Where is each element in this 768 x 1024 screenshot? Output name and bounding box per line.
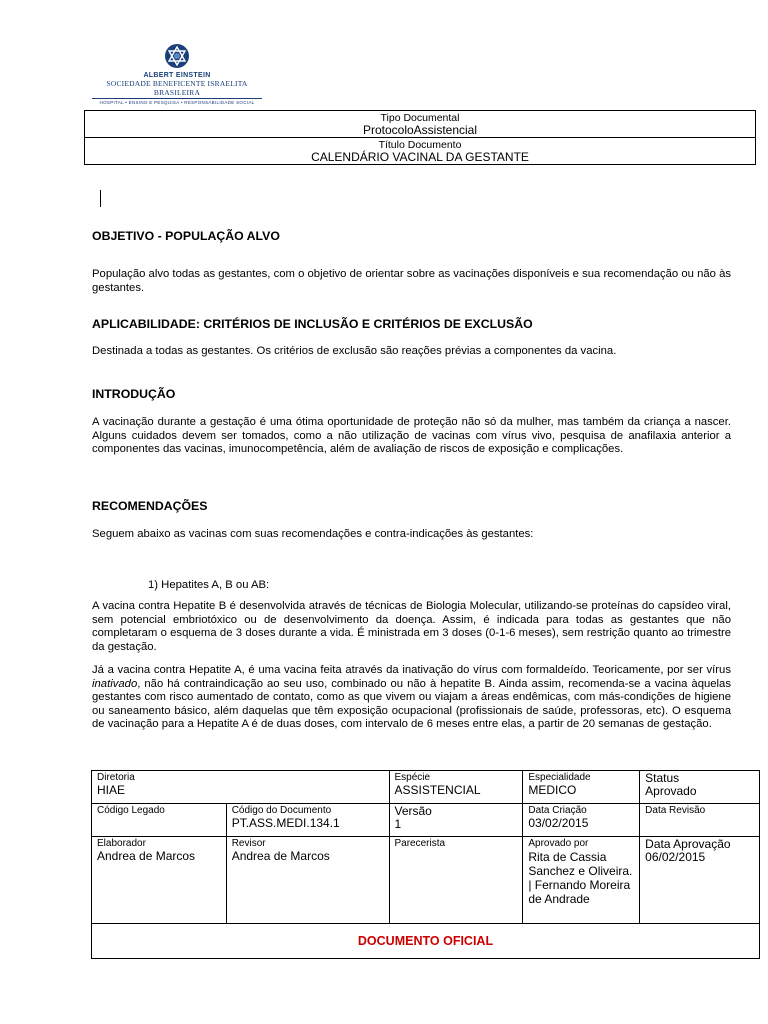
aprovado-por-value: Rita de Cassia Sanchez e Oliveira. | Fernando Moreira de Andrade <box>528 850 633 906</box>
versao-value: 1 <box>394 817 402 831</box>
versao-cell <box>389 804 523 837</box>
codigo-documento-value: PT.ASS.MEDI.134.1 <box>231 816 340 830</box>
tipo-label: Tipo Documental <box>380 112 460 124</box>
text-cursor <box>100 190 101 207</box>
hepatite-a-text-2: , não há contraindicação ao seu uso, combinado ou não à hepatite B. Ainda assim, recomenda-se a vacina àquelas gestantes com risco aumentado de contato, como as que vivem ou viajam a áreas endêmicas, com más-condições de higiene ou saneamento básico, além daquelas que têm exposição ocupacional (profissionais de saúde, professoras, etc). O esquema de vacinação para a Hepatite A é de duas doses, com intervalo de 6 meses entre elas, a partir de 20 semanas de gestação. <box>92 677 731 730</box>
footer-row-1 <box>92 771 760 804</box>
elaborador-value: Andrea de Marcos <box>97 849 196 863</box>
titulo-label: Título Documento <box>378 139 462 151</box>
footer-row-2 <box>92 804 760 837</box>
especie-cell <box>389 771 523 804</box>
document-header-table <box>84 110 756 165</box>
diretoria-value: HIAE <box>97 783 126 797</box>
data-criacao-cell <box>523 804 640 837</box>
status-value: Aprovado <box>645 784 697 798</box>
codigo-legado-cell <box>92 804 227 837</box>
objetivo-paragraph: População alvo todas as gestantes, com o objetivo de orientar sobre as vacinações disponíveis e sua recomendação ou não às gestantes. <box>92 268 731 294</box>
codigo-legado-label: Código Legado <box>97 805 165 816</box>
diretoria-label: Diretoria <box>97 772 135 783</box>
revisor-label: Revisor <box>231 838 266 849</box>
data-aprovacao-cell <box>640 837 760 924</box>
elaborador-label: Elaborador <box>97 838 146 849</box>
codigo-documento-cell <box>226 804 389 837</box>
data-revisao-label: Data Revisão <box>645 805 706 816</box>
hepatite-b-paragraph: A vacina contra Hepatite B é desenvolvida através de técnicas de Biologia Molecular, utilizando-se proteínas do capsídeo viral, sem potencial embriotóxico ou de desenvolvimento da doença. Assim, é indicada para todas as gestantes que não completaram o esquema de 3 doses durante a vida. É ministrada em 3 doses (0-1-6 meses), sem restrição quanto ao trimestre da gestação. <box>92 600 731 653</box>
logo-name: ALBERT EINSTEIN <box>143 72 211 79</box>
aplicabilidade-paragraph: Destinada a todas as gestantes. Os critérios de exclusão são reações prévias a componentes da vacina. <box>92 345 617 357</box>
documento-oficial-label: DOCUMENTO OFICIAL <box>92 924 760 959</box>
revisor-cell <box>226 837 389 924</box>
tipo-row <box>85 111 756 138</box>
especialidade-value: MEDICO <box>528 783 577 797</box>
hepatite-a-paragraph <box>92 664 731 732</box>
introducao-paragraph: A vacinação durante a gestação é uma ótima oportunidade de proteção não só da mulher, mas também da criança a nascer. Alguns cuidados devem ser tomados, como a não utilização de vacinas com vírus vivo, pesquisa de anafilaxia anterior a componentes das vacinas, imunocompetência, além de avaliação de riscos de exposição e complicações. <box>92 416 731 455</box>
data-criacao-label: Data Criação <box>528 805 587 816</box>
parecerista-label: Parecerista <box>394 838 446 849</box>
data-aprovacao-label: Data Aprovação <box>645 837 731 851</box>
elaborador-cell <box>92 837 227 924</box>
titulo-row <box>85 138 756 165</box>
document-footer-table <box>91 770 760 959</box>
especialidade-label: Especialidade <box>528 772 591 783</box>
versao-label: Versão <box>394 804 432 818</box>
diretoria-cell <box>92 771 390 804</box>
data-criacao-value: 03/02/2015 <box>528 816 589 830</box>
logo-tagline: HOSPITAL • ENSINO E PESQUISA • RESPONSABILIDADE SOCIAL <box>99 100 255 105</box>
codigo-documento-label: Código do Documento <box>231 805 332 816</box>
especie-value: ASSISTENCIAL <box>394 783 481 797</box>
tipo-cell <box>85 111 756 138</box>
logo-society: SOCIEDADE BENEFICENTE ISRAELITA BRASILEIRA <box>92 79 262 99</box>
aprovado-por-label: Aprovado por <box>528 838 589 849</box>
titulo-value: CALENDÁRIO VACINAL DA GESTANTE <box>311 150 529 164</box>
especie-label: Espécie <box>394 772 431 783</box>
aplicabilidade-heading: APLICABILIDADE: CRITÉRIOS DE INCLUSÃO E CRITÉRIOS DE EXCLUSÃO <box>92 317 533 331</box>
star-of-david-icon <box>157 42 197 72</box>
tipo-value: ProtocoloAssistencial <box>362 123 478 137</box>
data-revisao-cell <box>640 804 760 837</box>
status-cell <box>640 771 760 804</box>
hepatites-list-item: 1) Hepatites A, B ou AB: <box>148 579 270 591</box>
aprovado-por-cell <box>523 837 640 924</box>
hepatite-a-italic: inativado <box>92 677 138 690</box>
titulo-cell <box>85 138 756 165</box>
revisor-value: Andrea de Marcos <box>231 849 330 863</box>
footer-row-4 <box>92 924 760 959</box>
einstein-logo <box>92 42 262 105</box>
objetivo-heading: OBJETIVO - POPULAÇÃO ALVO <box>92 229 280 243</box>
introducao-heading: INTRODUÇÃO <box>92 387 176 401</box>
recomendacoes-heading: RECOMENDAÇÕES <box>92 499 208 513</box>
footer-row-3 <box>92 837 760 924</box>
recomendacoes-paragraph: Seguem abaixo as vacinas com suas recomendações e contra-indicações às gestantes: <box>92 528 534 540</box>
status-label: Status <box>645 771 680 785</box>
especialidade-cell <box>523 771 640 804</box>
parecerista-cell <box>389 837 523 924</box>
data-aprovacao-value: 06/02/2015 <box>645 850 706 864</box>
hepatite-a-text-1: Já a vacina contra Hepatite A, é uma vacina feita através da inativação do vírus com formaldeído. Teoricamente, por ser vírus <box>92 664 731 676</box>
